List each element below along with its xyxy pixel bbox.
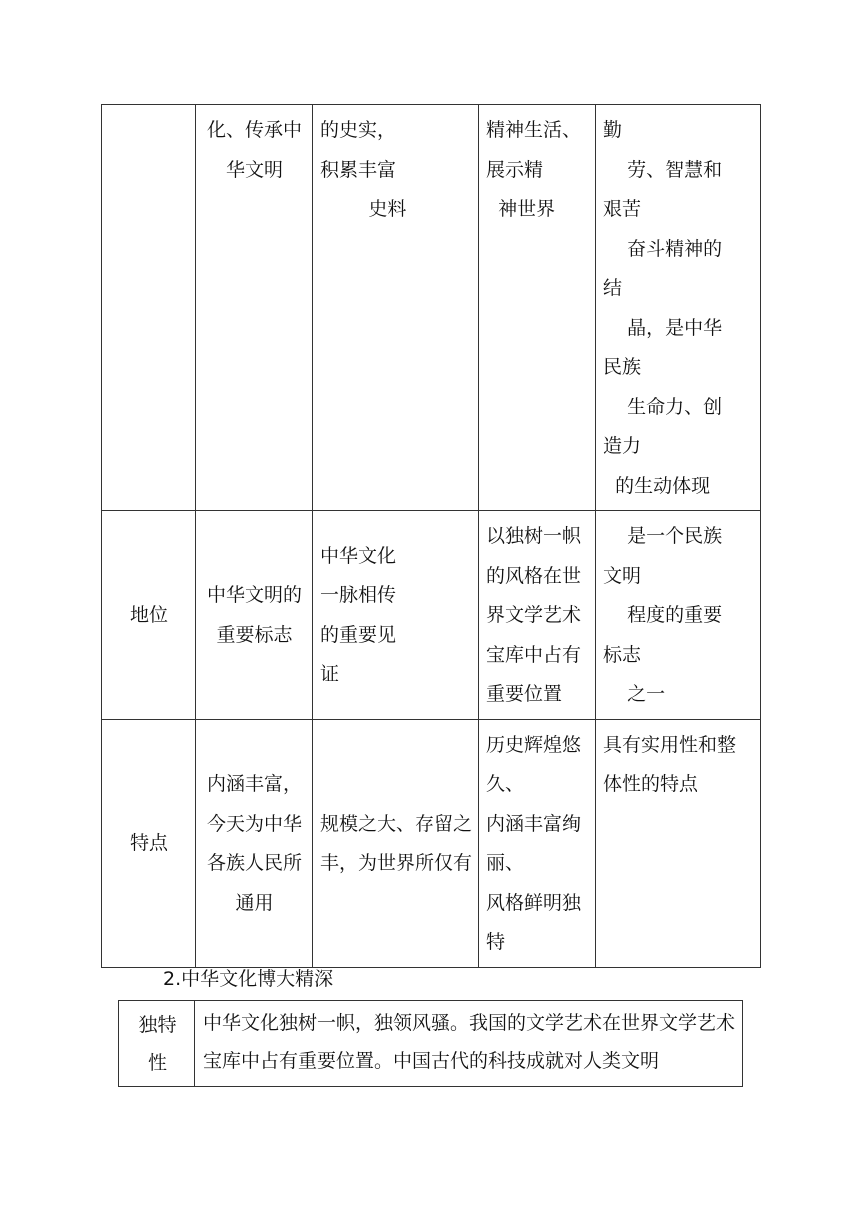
table-cell	[596, 511, 761, 720]
table-cell	[596, 105, 761, 511]
cell-text: 历史辉煌悠 久、 内涵丰富绚 丽、 风格鲜明独 特	[486, 733, 582, 953]
table-cell	[196, 105, 313, 511]
cell-text: 中华文明的 重要标志	[206, 584, 302, 646]
cell-text: 是一个民族 文明 程度的重要 标志 之一	[603, 525, 723, 705]
table-cell	[102, 511, 196, 720]
cell-text: 地位	[129, 604, 168, 626]
cell-text: 中华文化 一脉相传 的重要见 证	[320, 544, 397, 686]
cell-text: 规模之大、存留之丰，为世界所仅有	[320, 812, 473, 874]
table-cell	[196, 719, 313, 967]
cell-text: 特点	[129, 832, 168, 855]
cell-text: 内涵丰富， 今天为中华 各族人民所 通用	[206, 773, 302, 914]
row-label: 独特 性	[138, 1014, 177, 1074]
cell-text: 精神生活、 展示精 神世界	[486, 119, 582, 220]
table-row	[102, 105, 761, 511]
table-cell	[102, 719, 196, 967]
table-row	[119, 1001, 743, 1087]
culture-comparison-table	[101, 104, 761, 968]
uniqueness-table	[118, 1000, 743, 1087]
table-cell	[102, 105, 196, 511]
row-text: 中华文化独树一帜，独领风骚。我国的文学艺术在世界文学艺术宝库中占有重要位置。中国古代的科技成就对人类文明	[203, 1012, 736, 1072]
cell-text: 化、传承中 华文明	[206, 119, 302, 181]
table-cell	[313, 719, 479, 967]
cell-text	[102, 105, 195, 115]
table-cell	[119, 1001, 195, 1087]
table-cell	[196, 511, 313, 720]
table-row	[102, 719, 761, 967]
section-heading: 2.中华文化博大精深	[163, 968, 334, 990]
table-cell	[195, 1001, 743, 1087]
table-cell	[479, 511, 596, 720]
cell-text: 勤 劳、智慧和 艰苦 奋斗精神的 结 晶，是中华 民族 生命力、创 造力 的生动体现	[603, 119, 723, 497]
table-cell	[313, 511, 479, 720]
table-cell	[479, 105, 596, 511]
table-row	[102, 511, 761, 720]
cell-text: 的史实， 积累丰富 史料	[320, 119, 407, 220]
cell-text: 具有实用性和整体性的特点	[603, 733, 737, 795]
table-cell	[479, 719, 596, 967]
table-cell	[596, 719, 761, 967]
table-cell	[313, 105, 479, 511]
cell-text: 以独树一帜 的风格在世 界文学艺术 宝库中占有 重要位置	[486, 525, 582, 705]
